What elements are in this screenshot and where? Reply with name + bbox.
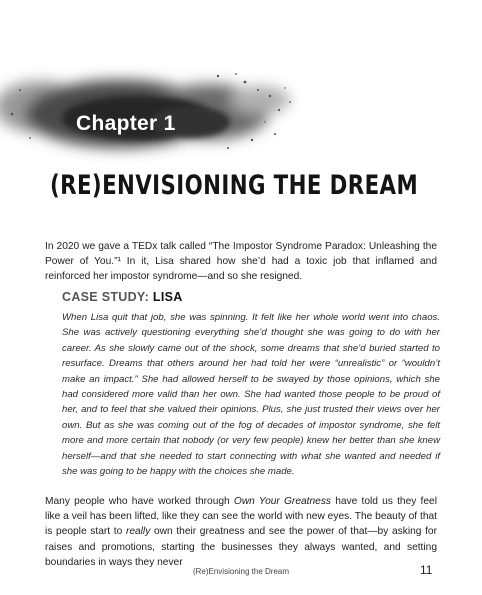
- case-study-heading: [62, 290, 183, 304]
- book-title: Own Your Greatness: [233, 496, 332, 507]
- closing-paragraph: [45, 494, 437, 570]
- emphasis-word: really: [125, 526, 151, 538]
- closing-text-3: own their greatness and see the power of that—by asking for raises and promotions, starting the businesses they always wanted, and setting boundaries in ways they never: [45, 526, 437, 568]
- page-number: 11: [420, 563, 433, 577]
- intro-paragraph: In 2020 we gave a TEDx talk called “The Impostor Syndrome Paradox: Unleashing the Power of You.”¹ In it, Lisa shared how she’d had a toxic job that inflamed and reinforced her impostor syndrome—and so she resigned.: [45, 241, 437, 283]
- chapter-title: (RE)ENVISIONING THE DREAM: [50, 170, 419, 201]
- closing-text-2: have told us they feel like a veil has been lifted, like they can see the world with new eyes. The beauty of that is people start to: [45, 496, 437, 538]
- case-study-body: When Lisa quit that job, she was spinning. It felt like her whole world went into chaos. She was actively questioning everything she’d thought she was going to do with her career. As she slowly came out of the shock, some dreams that she’d buried started to resurface. Dreams that others around her had told her were “unrealistic” or “wouldn’t make an impact.” She had allowed herself to be swayed by those opinions, which she had considered more valid than her own. She had wanted those people to be proud of her, and to feel that she valued their opinions. Plus, she just trusted their views over her own. But as she was coming out of the fog of decades of impostor syndrome, she felt more and more certain that nobody (or very few people) knew her better than she knew herself—and that she needed to start connecting with what she wanted and needed if she was going to be happy with the choices she made.: [62, 312, 440, 478]
- case-study-heading-prefix: CASE STUDY:: [62, 290, 150, 304]
- running-head: (Re)Envisioning the Dream: [192, 567, 290, 576]
- closing-text-1: Many people who have worked through: [45, 496, 234, 507]
- chapter-label: Chapter 1: [76, 112, 176, 135]
- case-study-heading-name: LISA: [152, 290, 183, 304]
